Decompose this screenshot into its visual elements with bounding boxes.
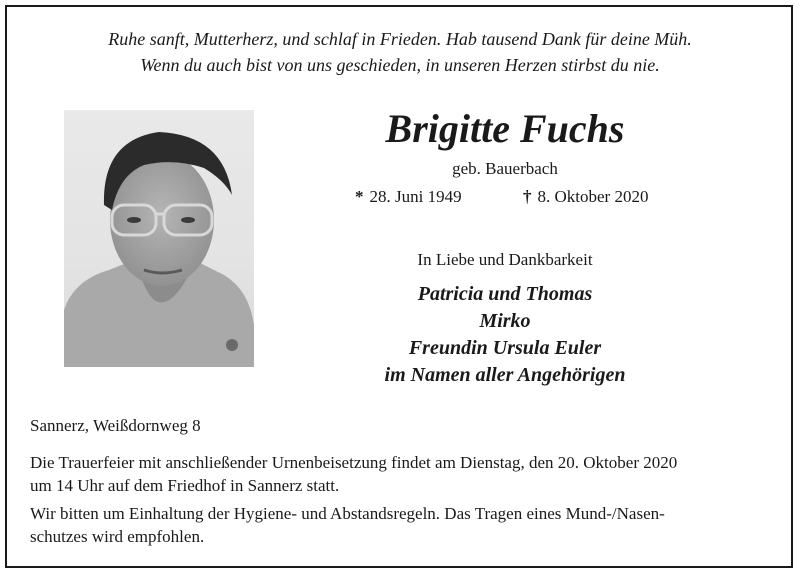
birth-name: geb. Bauerbach (452, 159, 558, 178)
hygiene-notice (30, 502, 775, 548)
deceased-name: Brigitte Fuchs (385, 106, 625, 151)
death-date-line (523, 186, 648, 208)
birth-date: 28. Juni 1949 (369, 187, 462, 206)
memorial-verse-line-1: Ruhe sanft, Mutterherz, und schlaf in Frieden. Hab tausend Dank für deine Müh. (108, 29, 692, 49)
birth-star-icon: * (355, 187, 364, 206)
funeral-notice-line-2: um 14 Uhr auf dem Friedhof in Sannerz statt. (30, 476, 340, 495)
mourner-line: im Namen aller Angehörigen (384, 364, 626, 386)
mourner-line: Patricia und Thomas (417, 283, 593, 305)
death-date: 8. Oktober 2020 (537, 187, 649, 206)
birth-date-line (355, 186, 462, 208)
dedication-text: In Liebe und Dankbarkeit (417, 250, 593, 269)
memorial-verse-line-2: Wenn du auch bist von uns geschieden, in unseren Herzen stirbst du nie. (140, 55, 660, 75)
hygiene-notice-line-1: Wir bitten um Einhaltung der Hygiene- und Abstandsregeln. Das Tragen eines Mund-/Nasen- (30, 504, 665, 523)
death-cross-icon: † (523, 187, 532, 206)
memorial-verse (0, 26, 800, 78)
portrait-photo (64, 110, 254, 367)
address: Sannerz, Weißdornweg 8 (30, 416, 201, 435)
mourner-line: Mirko (479, 310, 531, 332)
mourner-line: Freundin Ursula Euler (408, 337, 602, 359)
funeral-notice (30, 451, 775, 497)
hygiene-notice-line-2: schutzes wird empfohlen. (30, 527, 205, 546)
funeral-notice-line-1: Die Trauerfeier mit anschließender Urnenbeisetzung findet am Dienstag, den 20. Oktober 2020 (30, 453, 678, 472)
mourners-list (340, 281, 670, 389)
